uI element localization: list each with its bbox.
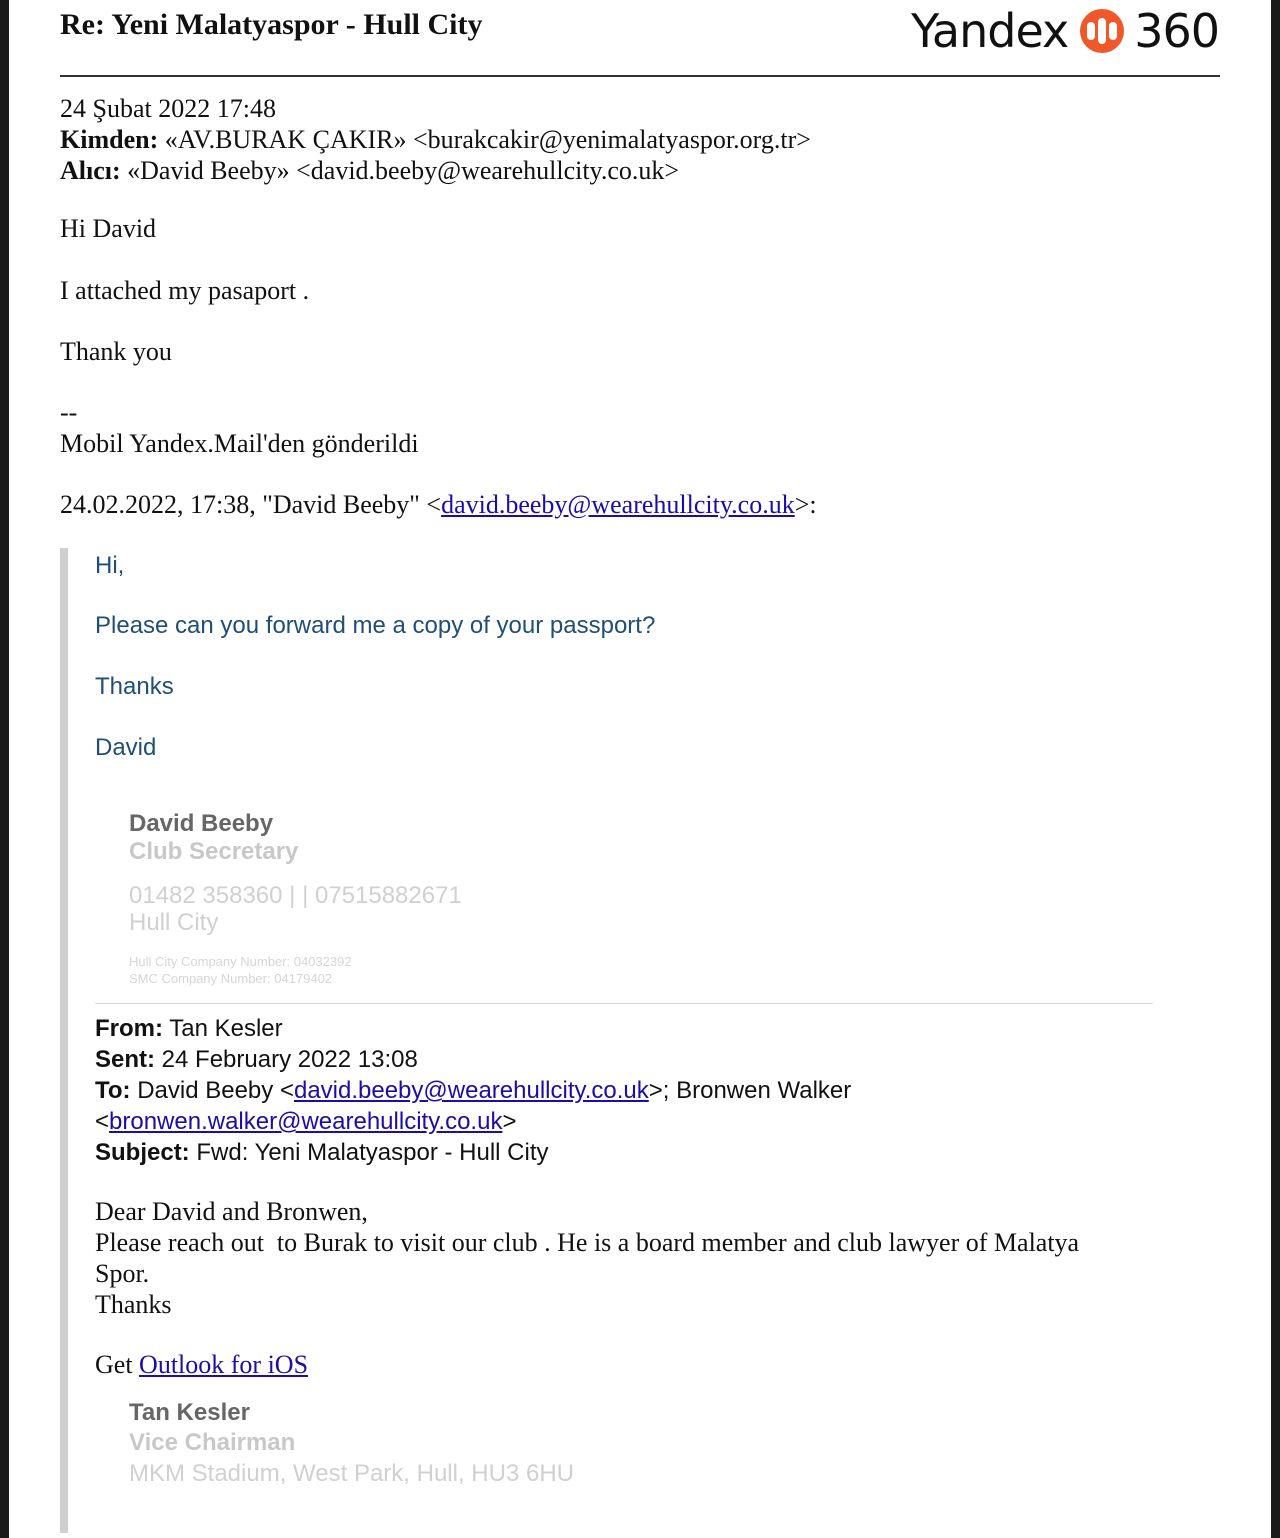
to-value: «David Beeby» <david.beeby@wearehullcity.co.uk> — [120, 156, 680, 185]
to-label: Alıcı: — [60, 156, 121, 185]
reply-thanks: Thank you — [60, 337, 172, 366]
signature-smc-number: SMC Company Number: 04179402 — [129, 971, 333, 986]
forward-subject-label: Subject: — [95, 1139, 190, 1166]
right-edge — [1271, 0, 1280, 1538]
outlook-promo-prefix: Get — [95, 1350, 140, 1379]
yandex-360-icon — [1078, 7, 1126, 55]
forward-thanks: Thanks — [95, 1290, 172, 1319]
signature-org: Hull City — [129, 909, 219, 936]
forward-to-mid: >; Bronwen Walker — [648, 1077, 852, 1104]
forward-to-line-2 — [95, 1106, 851, 1137]
forward-body-line-2: Spor. — [95, 1259, 150, 1288]
brand-name: Yandex — [911, 4, 1069, 58]
forward-signature-name: Tan Kesler — [129, 1399, 250, 1426]
signature-separator: -- — [60, 398, 78, 427]
forward-to-suffix-2: > — [502, 1108, 517, 1135]
forward-from-label: From: — [95, 1015, 163, 1042]
mobile-signature: Mobil Yandex.Mail'den gönderildi — [60, 429, 419, 458]
forward-body — [95, 1196, 1079, 1320]
signature-company-number: Hull City Company Number: 04032392 — [129, 954, 352, 969]
signature-title: Club Secretary — [129, 838, 299, 865]
forward-signature-address: MKM Stadium, West Park, Hull, HU3 6HU — [129, 1460, 574, 1487]
signature-phones: 01482 358360 | | 07515882671 — [129, 882, 462, 909]
header-divider — [60, 75, 1220, 77]
signature-name: David Beeby — [129, 810, 274, 837]
outlook-for-ios-link[interactable]: Outlook for iOS — [139, 1350, 309, 1379]
forward-greeting: Dear David and Bronwen, — [95, 1197, 368, 1226]
forward-sent-line — [95, 1044, 851, 1075]
forward-subject-value: Fwd: Yeni Malatyaspor - Hull City — [189, 1139, 549, 1166]
quote-intro-suffix: >: — [794, 490, 817, 519]
forward-to-email-link-1[interactable]: david.beeby@wearehullcity.co.uk — [293, 1077, 649, 1104]
forward-sent-value: 24 February 2022 13:08 — [155, 1046, 418, 1073]
email-page — [9, 0, 1271, 1538]
forward-sent-label: Sent: — [95, 1046, 155, 1073]
to-line — [60, 155, 811, 186]
from-value: «AV.BURAK ÇAKIR» <burakcakir@yenimalatyaspor.org.tr> — [158, 125, 811, 154]
reply-greeting: Hi David — [60, 214, 157, 243]
forward-subject-line — [95, 1137, 851, 1168]
brand-number: 360 — [1134, 4, 1219, 58]
yandex-360-logo — [911, 4, 1219, 58]
forward-header — [95, 1013, 851, 1168]
forward-signature-title: Vice Chairman — [129, 1429, 296, 1456]
message-meta — [60, 93, 811, 186]
left-edge — [0, 0, 9, 1538]
from-label: Kimden: — [60, 125, 159, 154]
forward-to-label: To: — [95, 1077, 131, 1104]
forward-to-prefix: David Beeby < — [130, 1077, 294, 1104]
quote-intro — [60, 490, 817, 520]
quoted-request: Please can you forward me a copy of your passport? — [95, 612, 656, 639]
quote-bar — [60, 548, 68, 1533]
forward-to-prefix-2: < — [95, 1108, 110, 1135]
quote-intro-prefix: 24.02.2022, 17:38, "David Beeby" < — [60, 490, 442, 519]
forward-from-value: Tan Kesler — [163, 1015, 283, 1042]
quote-intro-email-link[interactable]: david.beeby@wearehullcity.co.uk — [441, 490, 795, 519]
message-date: 24 Şubat 2022 17:48 — [60, 94, 276, 123]
quoted-hi: Hi, — [95, 552, 125, 579]
outlook-promo — [95, 1349, 308, 1380]
from-line — [60, 124, 811, 155]
forward-from-line — [95, 1013, 851, 1044]
forward-to-email-link-2[interactable]: bronwen.walker@wearehullcity.co.uk — [109, 1108, 503, 1135]
forward-divider — [95, 1003, 1153, 1004]
quoted-name: David — [95, 734, 157, 761]
email-subject: Re: Yeni Malatyaspor - Hull City — [60, 8, 483, 41]
forward-body-line-1: Please reach out to Burak to visit our club . He is a board member and club lawyer of Malatya — [95, 1228, 1080, 1257]
quoted-thanks: Thanks — [95, 673, 174, 700]
reply-body: I attached my pasaport . — [60, 276, 310, 305]
forward-to-line — [95, 1075, 851, 1106]
